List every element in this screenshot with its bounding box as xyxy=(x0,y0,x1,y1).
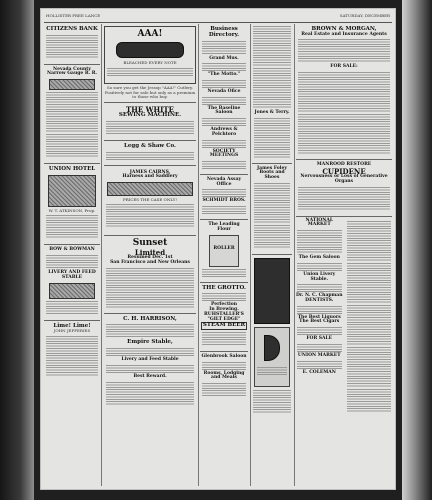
column-rule xyxy=(250,24,251,486)
sewing-machine-ad xyxy=(104,105,196,138)
ad-body-text xyxy=(347,389,392,413)
ad-subtitle: Real Estate and Insurance Agents xyxy=(301,31,387,37)
ad-title: Dr. N. C. Chapman xyxy=(296,293,343,299)
ad-title: Nevada County Narrow Gauge R. R. xyxy=(47,66,97,77)
divider xyxy=(296,216,392,217)
business-directory xyxy=(200,26,248,172)
ad-body-text xyxy=(106,382,194,406)
ad-body-text xyxy=(297,284,342,292)
sack-label: ROLLER xyxy=(213,245,235,251)
ad-body-text xyxy=(46,255,98,269)
ad-body-text xyxy=(46,301,98,315)
ad-title: E. COLEMAN xyxy=(302,369,336,375)
ad-body-text xyxy=(106,324,194,338)
ad-title: THE WHITE xyxy=(126,104,174,114)
masthead-right: SATURDAY, DECEMBER xyxy=(339,13,390,18)
binding-strip-left xyxy=(0,0,34,500)
column-4 xyxy=(252,24,292,486)
ad-title: Nevada Assay Office xyxy=(206,177,242,187)
ad-title: Sunset xyxy=(132,238,168,249)
ad-title: UNION MARKET xyxy=(297,352,341,358)
divider xyxy=(200,174,248,175)
directory-text xyxy=(253,68,291,108)
ad-body-text xyxy=(347,263,392,303)
ad-body-text xyxy=(298,39,390,63)
ad-body-text xyxy=(297,361,342,369)
divider xyxy=(44,320,100,321)
ad-title: The Gem Saloon xyxy=(298,255,340,261)
column-rule xyxy=(294,24,295,486)
lower-ad-right xyxy=(346,219,393,415)
ad-body-text xyxy=(202,269,246,277)
listing-title: SOCIETY MEETINGS xyxy=(209,148,239,159)
lower-ad-left xyxy=(296,219,343,415)
ad-title: AAA! xyxy=(137,29,163,39)
phonograph-illustration xyxy=(264,335,280,361)
ad-title: JAMES CAIRNS, xyxy=(129,169,171,175)
ad-body-text xyxy=(347,347,392,387)
divider xyxy=(200,219,248,220)
ad-body-text xyxy=(298,187,390,211)
foley-ad xyxy=(252,166,292,252)
ad-body-text xyxy=(106,365,194,373)
railroad-ad xyxy=(44,67,100,161)
directory-text xyxy=(202,97,246,105)
real-estate-ad xyxy=(296,26,392,157)
ad-title: Union Livery Stable. xyxy=(303,271,336,282)
lime-ad xyxy=(44,323,100,379)
ad-body-text xyxy=(347,221,392,261)
column-3 xyxy=(200,24,248,486)
ad-note: FOR SALE: xyxy=(330,64,358,70)
ad-body-text xyxy=(202,362,246,370)
directory-text xyxy=(202,80,246,88)
ad-subtitle: Perfection xyxy=(210,302,238,308)
horse-illustration xyxy=(107,182,193,196)
ad-subtitle: Rooms, Lodging and Meals xyxy=(203,370,245,381)
ad-caption: So sure you get the Jessop "AAA!" Cutlery. Positively not for sale but only as a premium to those who buy. xyxy=(104,85,196,100)
ad-title: BOW & BOWMAN xyxy=(49,247,95,253)
ad-title: MANROOD RESTORE xyxy=(316,162,372,168)
grotto-ad xyxy=(200,285,248,349)
ad-title: The Leading Flour xyxy=(208,222,240,232)
ad-body-text xyxy=(298,72,390,112)
ad-subtitle: Limited xyxy=(134,247,166,257)
hotel-ad xyxy=(44,166,100,242)
bowman-ad xyxy=(44,247,100,317)
divider xyxy=(252,163,292,164)
column-2 xyxy=(104,24,196,486)
cupidene-ad xyxy=(296,162,392,214)
knife-illustration xyxy=(116,42,184,58)
ad-title: Legg & Shaw Co. xyxy=(124,142,176,149)
ad-title: RUHSTALLER'S xyxy=(204,311,244,317)
ad-note: FOR SALE xyxy=(306,336,333,342)
divider xyxy=(252,254,292,255)
jones-ad xyxy=(252,110,292,161)
ad-title: Glenbrook Saloon xyxy=(201,354,247,359)
directory-text xyxy=(202,41,246,55)
ad-title: Jones & Terry. xyxy=(254,110,290,115)
ad-subtitle: LIVERY AND FEED STABLE xyxy=(48,270,96,280)
divider xyxy=(104,165,196,166)
ad-body-text xyxy=(202,332,246,346)
ad-body-text xyxy=(297,327,342,335)
ad-subtitle: Harness and Saddlery xyxy=(122,174,178,180)
ad-body-text xyxy=(46,35,98,59)
ad-subtitle: Livery and Feed Stable xyxy=(121,357,179,363)
ad-subtitle: In Brewing. xyxy=(209,307,239,313)
divider xyxy=(104,102,196,103)
bank-ad xyxy=(44,26,100,62)
divider xyxy=(44,244,100,245)
directory-text xyxy=(202,161,246,169)
ad-body-text xyxy=(46,215,98,239)
ad-subtitle: The Best Cigars xyxy=(299,319,340,325)
column-rule xyxy=(101,24,102,486)
ad-subtitle: DENTISTS. xyxy=(305,298,334,304)
ad-title: NATIONAL MARKET xyxy=(305,217,333,228)
directory-text xyxy=(253,26,291,66)
legg-shaw-ad xyxy=(104,143,196,163)
ad-body-text xyxy=(106,152,194,160)
listing-title: Nevada Ofice xyxy=(207,88,241,94)
divider xyxy=(104,313,196,314)
divider xyxy=(44,163,100,164)
listing-title: Andrews & Pelchtoro xyxy=(210,127,238,137)
lower-ad-grid xyxy=(296,219,392,415)
ad-body-text xyxy=(106,121,194,135)
assay-ad xyxy=(200,177,248,217)
ad-body-text xyxy=(202,189,246,197)
section-title: Business Directory. xyxy=(208,26,240,38)
divider xyxy=(104,235,196,236)
ad-title: CITIZENS BANK xyxy=(46,26,98,32)
ad-body-text xyxy=(106,348,194,356)
ad-title: THE GROTTO. xyxy=(202,284,246,291)
harness-ad xyxy=(104,170,196,232)
newspaper-page xyxy=(40,8,396,490)
listing-title: "The Motto." xyxy=(207,72,241,78)
ad-banner: STEAM BEER xyxy=(202,322,246,329)
directory-text xyxy=(202,118,246,126)
ad-body-text xyxy=(107,68,193,76)
ad-body-text xyxy=(297,230,342,254)
phonograph-ad xyxy=(254,327,290,387)
cutlery-ad xyxy=(104,26,196,84)
cairns-assay-row xyxy=(104,168,196,234)
ad-body-text xyxy=(297,306,342,314)
ad-body-text xyxy=(254,118,290,158)
hotel-illustration xyxy=(48,175,96,207)
divider xyxy=(296,159,392,160)
hotel-owner: W. T. ATKINSON, Prop. xyxy=(48,207,96,213)
ad-title: SCHMIDT BROS. xyxy=(202,198,246,204)
harrison-ad xyxy=(104,316,196,409)
listing-title: Grand Mus. xyxy=(209,55,239,61)
ad-note: PRICES THE CASE ONLY! xyxy=(123,197,177,203)
timetable-text xyxy=(46,92,98,132)
ad-title: Empire Stable, xyxy=(127,339,173,346)
ad-body-text xyxy=(347,305,392,345)
ad-body-text xyxy=(202,206,246,214)
ad-subtitle: Best Reward. xyxy=(133,373,167,379)
ad-body-text xyxy=(46,336,98,376)
ad-body-text xyxy=(106,204,194,228)
divider xyxy=(104,140,196,141)
column-1 xyxy=(44,24,100,486)
binding-strip-right xyxy=(402,0,432,500)
ad-route: San Francisco and New Orleans xyxy=(110,259,190,265)
timetable-text xyxy=(46,134,98,158)
ad-body-text xyxy=(253,390,291,414)
ad-title: Lime! Lime! xyxy=(53,322,91,329)
column-rule xyxy=(198,24,199,486)
ad-title: UNION HOTEL xyxy=(48,166,96,173)
divider xyxy=(44,64,100,65)
ad-body-text xyxy=(298,114,390,154)
ad-body-text xyxy=(254,225,290,249)
ad-owner: JOHN JEFFERIES xyxy=(53,328,91,334)
ad-body-text xyxy=(202,293,246,301)
flour-ad xyxy=(200,222,248,279)
masthead-left: HOLLISTER FREE LANCE xyxy=(46,13,101,18)
ad-title: James Foley xyxy=(257,165,287,171)
listing-title: The Baseline Saloon xyxy=(207,105,241,116)
ad-body-text xyxy=(257,367,287,375)
ad-subtitle: "GILT EDGE" xyxy=(207,316,241,322)
flour-sack-illustration xyxy=(209,235,239,267)
ad-subtitle: Nervousness or Loss of Generative Organs xyxy=(300,174,388,184)
ad-body-text xyxy=(254,183,290,223)
train-illustration xyxy=(49,79,95,90)
ad-body-text xyxy=(297,344,342,352)
column-5 xyxy=(296,24,392,486)
ad-note: Resumed Dec. 1st xyxy=(127,255,173,261)
ad-body-text xyxy=(202,383,246,397)
ornamental-border-ad xyxy=(254,258,290,324)
directory-text xyxy=(202,63,246,71)
ad-title: CUPIDENE xyxy=(322,166,366,176)
ad-body-text xyxy=(106,268,194,308)
railway-ad xyxy=(104,238,196,310)
directory-text xyxy=(202,140,246,148)
ad-subtitle: The Best Liquors xyxy=(297,314,341,320)
ad-subtitle: Boots and Shoes xyxy=(259,170,285,181)
horse-carriage-illustration xyxy=(49,283,95,299)
glenbrook-ad xyxy=(200,354,248,400)
ad-title: C. H. HARRISON, xyxy=(123,315,177,322)
ad-tagline: BLEACHED EVERY NOTE xyxy=(123,60,177,66)
ad-title: BROWN & MORGAN, xyxy=(311,26,377,32)
ad-subtitle: SEWING MACHINE. xyxy=(118,112,182,119)
ad-body-text xyxy=(297,263,342,271)
divider xyxy=(200,282,248,283)
divider xyxy=(200,351,248,352)
